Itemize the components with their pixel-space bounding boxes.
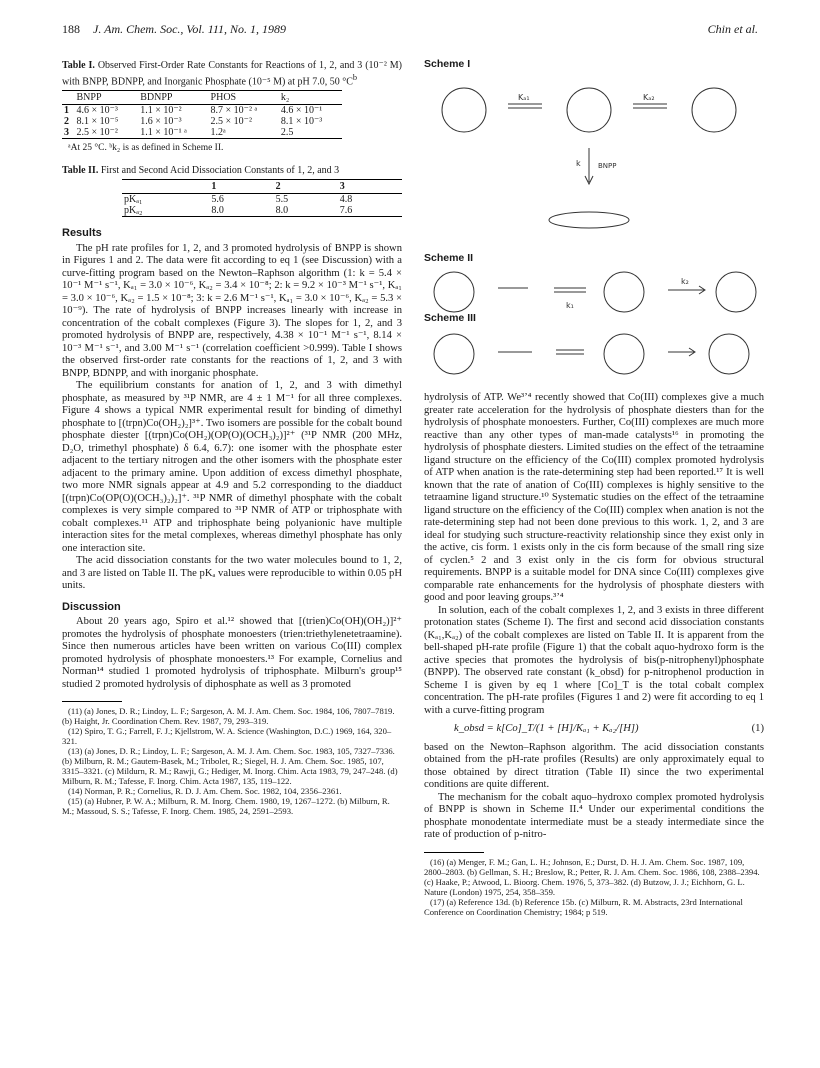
k1-label: k₁ [566,301,574,310]
table-cell: 1.1 × 10⁻¹ ᵃ [140,127,187,139]
scheme-3-label: Scheme III [424,312,476,324]
product-fragment [549,212,629,228]
table1-col-0 [62,91,74,105]
table-cell: 1.2ᵃ [210,127,226,139]
k2-label: k₂ [681,277,689,286]
table2-col-3: 3 [338,180,402,194]
table1-caption-mark: b [352,72,358,82]
page-number: 188 [62,22,80,36]
discussion-paragraph-1: About 20 years ago, Spiro et al.¹² showed that [(trien)Co(OH)(OH₂)]²⁺ promotes the hydrolysis of phosphate monoesters (trien:triethylenetetraamine). Since then numerous articles have been written on various Co(III) complex promoted hydrolysis of phosphate monoesters.¹³ For example, Cornelius and Norman¹⁴ studied 1 promoted hydrolysis of triphosphate. Milburn's group¹⁵ studied 2 promoted hydrolysis of diphosphate as well as 3 promoted [62,616,402,690]
ka1-label: Kₐ₁ [518,93,530,102]
table-cell: 8.1 × 10⁻⁵ [76,116,119,128]
equilibrium-arrow-k1 [554,288,586,292]
equilibrium-arrow-2 [633,104,667,108]
table-row [62,127,342,139]
table-cell: 8.1 × 10⁻³ [280,116,323,128]
table-cell: 8.7 × 10⁻² ᵃ [210,105,258,117]
footnote: (16) (a) Menger, F. M.; Gan, L. H.; Johnson, E.; Durst, D. H. J. Am. Chem. Soc. 1987, 109, 2800–2803. (b) Gellman, S. H.; Breslow, R.; Petter, R. J. Am. Chem. Soc. 1986, 108, 2388–2394. (c) Haake, P.; Atwood, L. Bioorg. Chem. 1976, 5, 373–382. (d) Butzow, J. J.; Eichhorn, G. L. Nature (London) 1975, 254, 358–359. [424,856,760,897]
footnote: (14) Norman, P. R.; Cornelius, R. D. J. Am. Chem. Soc. 1982, 104, 2356–2361. [68,786,342,797]
scheme-1-diagram [424,70,764,240]
footnote-rule [62,701,122,702]
cobalt-phosphate-product [716,272,756,312]
footnote: (17) (a) Reference 13d. (b) Reference 15b. (c) Milburn, R. M. Abstracts, 23rd International Conference on Coordination Chemistry; 1984; p 519. [424,896,743,917]
table-cell: 2.5 × 10⁻² [76,127,118,139]
table2 [122,179,402,217]
table1-label: Table I. [62,60,95,71]
table-cell: 3 [64,127,69,139]
results-paragraph-1: The pH rate profiles for 1, 2, and 3 promoted hydrolysis of BNPP is shown in Figures 1 and 2. The data were fit according to eq 1 (see Discussion) with a curve-fitting program based on the Newton–Raphson algorithm (1: k = 5.4 × 10⁻¹ M⁻¹ s⁻¹, Kₐ₁ = 3.0 × 10⁻⁶, Kₐ₂ = 3.4 × 10⁻⁸; 2: k = 9.2 × 10⁻³ M⁻¹ s⁻¹, Kₐ₁ = 3.0 × 10⁻⁶, Kₐ₂ = 1.5 × 10⁻⁸; 3: k = 2.6 M⁻¹ s⁻¹, Kₐ₁ = 3.0 × 10⁻⁶, Kₐ₂ = 5.3 × 10⁻⁹). The rate of hydrolysis of BNPP increases linearly with increase in concentration of the cobalt complexes (Figure 3). The slopes for 1, 2, and 3 promoted hydrolysis of BNPP are, respectively, 4.38 × 10⁻¹ M⁻¹ s⁻¹, 8.14 × 10⁻³ M⁻¹ s⁻¹, and 3.00 M⁻¹ s⁻¹ (correlation coefficient >0.999). Table I shows the observed first-order rate constants for the reactions of 1, 2, and 3 with BNPP, BDNPP, and with inorganic phosphate. [62,242,402,379]
table2-caption-text: First and Second Acid Dissociation Constants of 1, 2, and 3 [100,164,340,176]
cobalt-phosphate-intermediate [604,272,644,312]
table-row [62,116,342,127]
table-row [122,205,402,217]
right-paragraph-2: In solution, each of the cobalt complexes 1, 2, and 3 exists in three different protonation states (Scheme I). The first and second acid dissociation constants (Kₐ₁,Kₐ₂) of the cobalt complexes are listed on Table II. It is apparent from the bell-shaped pH-rate profile (Figure 1) that the cobalt aquo-hydroxo form is the active species that promotes the hydrolysis of bis(p-nitrophenyl)phosphate (BNPP). The observed rate constant (k_obsd) for p-nitrophenol production in Scheme I is given by eq 1 where [Co]_T is the total cobalt complex concentration. The pH-rate profiles (Figures 1 and 2) were fit according to eq 1 with a curve-fitting program [424,604,764,716]
cobalt-complex-reactant [434,334,474,374]
table2-col-0 [122,180,209,194]
right-paragraph-3: based on the Newton–Raphson algorithm. The acid dissociation constants obtained from the pH-rate profiles (Results) are only approximately equal to those obtained by direct titration (Table II) since the two experimental conditions are quite different. [424,741,764,790]
table1-col-bdnpp: BDNPP [138,91,208,105]
table-cell: 2 [64,116,69,128]
equilibrium-arrow [556,350,584,354]
footnote-rule [424,852,484,853]
scheme-1-label: Scheme I [424,58,471,70]
equilibrium-arrow-1 [508,104,542,108]
table-cell: 8.0 [211,205,224,217]
results-paragraph-2: The equilibrium constants for anation of 1, 2, and 3 with dimethyl phosphate, as measured by ³¹P NMR, are 4 ± 1 M⁻¹ for all three complexes. Figure 4 shows a typical NMR experimental result for binding of dimethyl phosphate to [(trpn)Co(OH₂)₂]³⁺. Two isomers are possible for the cobalt bound phosphate diester [(trpn)Co(OH₂)(OP(O)(OCH₃)₂)]²⁺ (³¹P NMR (200 MHz, D₂O, trimethyl phosphate) δ 6.4, 6.7): one isomer with the phosphate ester adjacent to the tertiary nitrogen and the other isomers with the phosphate ester adjacent to the primary amine. Upon addition of excess dimethyl phosphate, two more NMR signals appear at 4.9 and 5.2 corresponding to the diadduct [(trpn)Co(OP(O)(OCH₃)₂)₂]⁺. ³¹P NMR of dimethyl phosphate with the cobalt complexes is very simple compared to ³¹P NMR of ATP or triphosphate with cobalt complexes.¹¹ ATP and triphosphate being polyanionic have multiple interaction sites for the metal complexes, whereas dimethyl phosphate has only one interaction site. [62,380,402,554]
table-cell: 4.6 × 10⁻¹ [280,105,323,117]
results-heading: Results [62,227,102,240]
table-row [122,194,402,206]
table2-col-2: 2 [274,180,338,194]
table-cell: 1.1 × 10⁻² [140,105,182,117]
table2-caption [62,165,402,177]
table-cell: 2.5 × 10⁻² [210,116,252,128]
scheme-3 [424,312,764,389]
equation-body: k_obsd = k[Co]_T/(1 + [H]/Kₐ₁ + Kₐ₂/[H]) [454,723,639,734]
table1-col-phos: PHOS [209,91,279,105]
footnote: (11) (a) Jones, D. R.; Lindoy, L. F.; Sargeson, A. M. J. Am. Chem. Soc. 1984, 106, 7807–7819. (b) Haight, Jr. Coordination Chem. Rev. 1987, 79, 293–319. [62,706,395,727]
table-cell: pKₐ₁ [124,194,143,206]
cobalt-phosphate-product [709,334,749,374]
scheme-2-label: Scheme II [424,252,474,264]
journal-citation: J. Am. Chem. Soc., Vol. 111, No. 1, 1989 [93,22,286,36]
footnote: (12) Spiro, T. G.; Farrell, F. J.; Kjellstrom, W. A. Science (Washington, D.C.) 1969, 164, 320–321. [62,726,392,747]
table-row [62,105,342,117]
footnote: (15) (a) Hubner, P. W. A.; Milburn, R. M. Inorg. Chem. 1980, 19, 1267–1272. (b) Milburn, R. M.; Massoud, S. S.; Tafesse, F. Inorg. Chem. 1985, 24, 2591–2593. [62,796,390,817]
table-cell: 5.5 [275,194,289,206]
right-paragraph-4: The mechanism for the cobalt aquo–hydroxo complex promoted hydrolysis of BNPP is shown in Scheme II.⁴ Under our experimental conditions the phosphate monodentate intermediate must be a steady intermediate since the rate of production of p-nitro- [424,791,764,840]
table1-col-k2: k₂ [279,91,342,105]
cobalt-complex-reactant [434,272,474,312]
left-column [62,60,402,816]
table-cell: 1.6 × 10⁻³ [140,116,182,128]
table2-col-1: 1 [209,180,273,194]
discussion-heading: Discussion [62,600,121,613]
table-cell: 4.8 [339,194,353,206]
results-paragraph-3: The acid dissociation constants for the two water molecules bound to 1, 2, and 3 are listed on Table II. The pKₐ values were reproducible to within 0.05 pH units. [62,555,402,592]
table-cell: 4.6 × 10⁻³ [76,105,118,117]
equation-number: (1) [751,723,764,734]
cobalt-phosphate-chelate [604,334,644,374]
table-cell: pKₐ₂ [124,205,143,217]
table1-caption-text: Observed First-Order Rate Constants for Reactions of 1, 2, and 3 (10⁻² M) with BNPP, BDNPP, and Inorganic Phosphate (10⁻⁵ M) at pH 7.0, 50 °C [62,60,402,87]
table1-footnote: ᵃAt 25 °C. ᵇk₂ is as defined in Scheme II. [68,143,224,154]
equation-1 [454,723,764,736]
bnpp-label: BNPP [598,162,617,170]
footnote: (13) (a) Jones, D. R.; Lindoy, L. F.; Sargeson, A. M. J. Am. Chem. Soc. 1983, 105, 7327–7336. (b) Milburn, R. M.; Gautem-Basek, M.; Tribolet, R.; Siegel, H. J. Am. Chem. Soc. 1985, 107, 3315–3321. (c) Mildurn, R. M.; Rawji, G.; Hediger, M. Inorg. Chim. Acta 1983, 79, 247–248. (d) Milburn, R. M.; Tafesse, F. Inorg. Chim. Acta 1987, 135, 119–122. [62,746,398,787]
running-header [62,22,758,40]
table-cell: 5.6 [211,194,224,206]
running-head-authors: Chin et al. [707,22,758,36]
table1-caption [62,60,402,87]
table1-col-bnpp: BNPP [74,91,138,105]
table-cell: 8.0 [275,205,289,217]
ka2-label: Kₐ₂ [643,93,655,102]
scheme-1 [424,58,764,245]
cobalt-complex-aquo-hydroxo [567,88,611,132]
cobalt-complex-diaquo [442,88,486,132]
table2-label: Table II. [62,164,99,176]
table-cell: 1 [64,105,69,117]
table-cell: 7.6 [339,205,353,217]
right-paragraph-1: hydrolysis of ATP. We³ʼ⁴ recently showed that Co(III) complexes give a much greater rate acceleration for the hydrolysis of phosphate diesters than for the hydrolysis of phosphate monoesters. Further, Co(III) complexes are much more reactive than any other types of man-made catalysts¹⁶ in promoting the hydrolysis of phosphate diesters. Limited studies on the effect of the tetraamine ligand structure on the efficiency of the Co(III) complex promoted hydrolysis of ATP when anation is the rate-determining step had been reported.¹⁷ It is well known that the rate of anation of Co(III) complexes is highly sensitive to the tetraamine ligand structure.¹⁰ Systematic studies on the effect of the tetraamine ligand structure on the efficiency of the Co(III) complex when anation is not the rate-determining step had not been done previous to this work. 1, 2, and 3 are ideal for studying such structure-reactivity relationship since they exist only in the active, cis form. 1 exists only in the cis form because of the small ring size of cyclen.⁵ 2 and 3 exist only in the cis form for obvious structural requirements. BNPP is a suitable model for DNA since Co(III) complexes give comparable rate enhancements for the hydrolysis of phosphate diesters with good and poor leaving groups.³ʼ⁴ [424,392,764,603]
right-column [424,392,764,917]
scheme-3-diagram [424,324,764,384]
k-label: k [576,159,581,168]
table-cell: 2.5 [280,127,294,139]
table1 [62,90,342,139]
cobalt-complex-dihydroxo [692,88,736,132]
